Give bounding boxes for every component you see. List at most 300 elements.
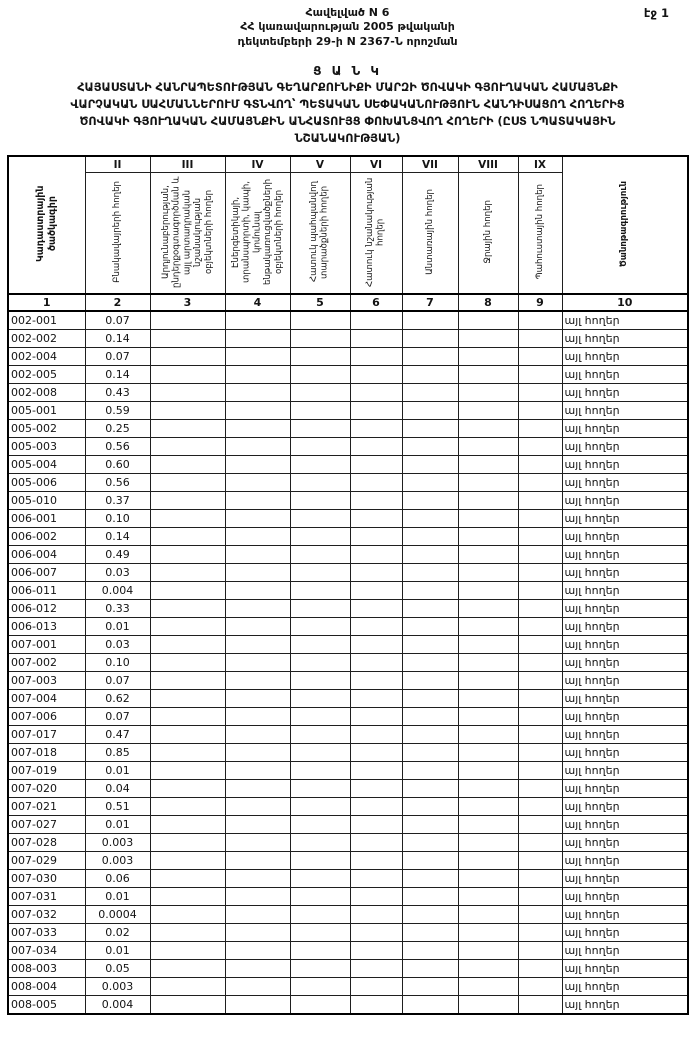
empty-cell-col4 <box>225 852 290 870</box>
empty-cell-col8 <box>458 870 518 888</box>
cadastral-code-cell: 005-002 <box>8 420 85 438</box>
empty-cell-col7 <box>402 564 458 582</box>
empty-cell-col8 <box>458 582 518 600</box>
note-header-cell <box>562 156 688 294</box>
category-special-purpose-cell <box>350 173 402 295</box>
table-row <box>8 744 688 762</box>
settlement-land-area-cell: 0.25 <box>85 420 150 438</box>
cadastral-code-cell: 008-005 <box>8 996 85 1015</box>
empty-cell-col3 <box>150 600 225 618</box>
note-cell: այլ հողեր <box>562 564 688 582</box>
empty-cell-col6 <box>350 654 402 672</box>
empty-cell-col9 <box>518 348 562 366</box>
note-header: Ծանոթագրություն <box>619 180 630 267</box>
note-cell: այլ հողեր <box>562 996 688 1015</box>
empty-cell-col4 <box>225 564 290 582</box>
empty-cell-col7 <box>402 546 458 564</box>
empty-cell-col7 <box>402 960 458 978</box>
empty-cell-col9 <box>518 888 562 906</box>
column-number-1: 1 <box>8 294 85 311</box>
empty-cell-col3 <box>150 834 225 852</box>
title-heading: Ց Ա Ն Կ <box>313 64 382 78</box>
table-row <box>8 942 688 960</box>
empty-cell-col3 <box>150 996 225 1015</box>
empty-cell-col6 <box>350 582 402 600</box>
empty-cell-col9 <box>518 311 562 330</box>
category-forest-cell <box>402 173 458 295</box>
empty-cell-col3 <box>150 708 225 726</box>
settlement-land-area-cell: 0.37 <box>85 492 150 510</box>
table-row <box>8 600 688 618</box>
empty-cell-col8 <box>458 564 518 582</box>
table-body <box>8 311 688 1014</box>
empty-cell-col3 <box>150 510 225 528</box>
empty-cell-col3 <box>150 762 225 780</box>
category-water-label: Ջրային հողեր <box>482 199 493 264</box>
category-special-purpose-label: Հատուկ նշանակության հողեր <box>365 176 386 287</box>
empty-cell-col4 <box>225 618 290 636</box>
title-line-4: ՆՇԱՆԱԿՈՒԹՅԱՆ) <box>294 131 401 145</box>
empty-cell-col7 <box>402 672 458 690</box>
empty-cell-col5 <box>290 960 350 978</box>
empty-cell-col4 <box>225 546 290 564</box>
note-cell: այլ հողեր <box>562 708 688 726</box>
empty-cell-col5 <box>290 654 350 672</box>
empty-cell-col6 <box>350 564 402 582</box>
empty-cell-col8 <box>458 978 518 996</box>
category-forest-label: Անտառային հողեր <box>424 188 435 275</box>
cadastral-code-cell: 002-001 <box>8 311 85 330</box>
column-number-5: 5 <box>290 294 350 311</box>
empty-cell-col3 <box>150 618 225 636</box>
empty-cell-col3 <box>150 456 225 474</box>
note-cell: այլ հողեր <box>562 672 688 690</box>
empty-cell-col8 <box>458 528 518 546</box>
empty-cell-col4 <box>225 924 290 942</box>
note-cell: այլ հողեր <box>562 798 688 816</box>
appendix-label: Հավելված N 6 <box>305 6 390 19</box>
empty-cell-col4 <box>225 456 290 474</box>
note-cell: այլ հողեր <box>562 492 688 510</box>
empty-cell-col7 <box>402 528 458 546</box>
empty-cell-col9 <box>518 798 562 816</box>
decision-date-line: դեկտեմբերի 29-ի N 2367-Ն որոշման <box>237 34 458 48</box>
empty-cell-col9 <box>518 618 562 636</box>
empty-cell-col6 <box>350 528 402 546</box>
empty-cell-col4 <box>225 960 290 978</box>
empty-cell-col6 <box>350 636 402 654</box>
empty-cell-col8 <box>458 960 518 978</box>
empty-cell-col7 <box>402 456 458 474</box>
empty-cell-col8 <box>458 780 518 798</box>
empty-cell-col3 <box>150 888 225 906</box>
empty-cell-col5 <box>290 690 350 708</box>
cadastral-code-cell: 007-017 <box>8 726 85 744</box>
empty-cell-col9 <box>518 582 562 600</box>
empty-cell-col4 <box>225 762 290 780</box>
empty-cell-col8 <box>458 888 518 906</box>
settlement-land-area-cell: 0.14 <box>85 330 150 348</box>
cadastral-code-cell: 002-008 <box>8 384 85 402</box>
empty-cell-col3 <box>150 402 225 420</box>
empty-cell-col5 <box>290 582 350 600</box>
empty-cell-col4 <box>225 906 290 924</box>
empty-cell-col7 <box>402 924 458 942</box>
empty-cell-col3 <box>150 744 225 762</box>
empty-cell-col7 <box>402 852 458 870</box>
cadastral-code-cell: 002-004 <box>8 348 85 366</box>
cadastral-code-cell: 002-002 <box>8 330 85 348</box>
empty-cell-col6 <box>350 924 402 942</box>
column-number-2: 2 <box>85 294 150 311</box>
category-settlement-label: Բնակավայրերի հողեր <box>112 180 123 283</box>
government-decision-line: ՀՀ կառավարության 2005 թվականի <box>240 20 455 34</box>
empty-cell-col5 <box>290 978 350 996</box>
roman-numeral-vi: VI <box>350 156 402 173</box>
empty-cell-col7 <box>402 510 458 528</box>
empty-cell-col9 <box>518 906 562 924</box>
category-reserve-cell <box>518 173 562 295</box>
settlement-land-area-cell: 0.14 <box>85 366 150 384</box>
empty-cell-col3 <box>150 330 225 348</box>
category-protected-areas-label: Հատուկ պահպանվող տարածքների հողեր <box>309 181 330 282</box>
empty-cell-col3 <box>150 798 225 816</box>
empty-cell-col9 <box>518 762 562 780</box>
cadastral-code-cell: 005-003 <box>8 438 85 456</box>
empty-cell-col8 <box>458 924 518 942</box>
table-row <box>8 330 688 348</box>
empty-cell-col6 <box>350 330 402 348</box>
empty-cell-col9 <box>518 834 562 852</box>
empty-cell-col4 <box>225 600 290 618</box>
settlement-land-area-cell: 0.51 <box>85 798 150 816</box>
empty-cell-col6 <box>350 600 402 618</box>
table-row <box>8 438 688 456</box>
empty-cell-col9 <box>518 690 562 708</box>
settlement-land-area-cell: 0.04 <box>85 780 150 798</box>
cadastral-code-cell: 007-028 <box>8 834 85 852</box>
empty-cell-col6 <box>350 546 402 564</box>
empty-cell-col5 <box>290 546 350 564</box>
table-row <box>8 672 688 690</box>
empty-cell-col4 <box>225 834 290 852</box>
table-row <box>8 762 688 780</box>
empty-cell-col6 <box>350 672 402 690</box>
empty-cell-col4 <box>225 780 290 798</box>
cadastral-code-cell: 007-032 <box>8 906 85 924</box>
title-line-2: ՎԱՐՉԱԿԱՆ ՍԱՀՄԱՆՆԵՐՈՒՄ ԳՏՆՎՈՂ՝ ՊԵՏԱԿԱՆ ՍԵՓԱԿԱՆՈՒԹՅՈՒՆ ՀԱՆԴԻՍԱՑՈՂ ՀՈՂԵՐԻՑ <box>70 97 625 111</box>
table-row <box>8 870 688 888</box>
category-industrial-label: Արդյունաբերության, ընդերքօգտագործման և այլ արտադրական նշանակության օբյեկտների հողեր <box>160 175 214 288</box>
empty-cell-col3 <box>150 348 225 366</box>
empty-cell-col5 <box>290 888 350 906</box>
column-number-4: 4 <box>225 294 290 311</box>
note-cell: այլ հողեր <box>562 888 688 906</box>
empty-cell-col7 <box>402 492 458 510</box>
settlement-land-area-cell: 0.07 <box>85 708 150 726</box>
cadastral-code-cell: 005-001 <box>8 402 85 420</box>
settlement-land-area-cell: 0.03 <box>85 564 150 582</box>
empty-cell-col6 <box>350 870 402 888</box>
empty-cell-col8 <box>458 492 518 510</box>
cadastral-code-cell: 005-004 <box>8 456 85 474</box>
table-row <box>8 960 688 978</box>
cadastral-code-cell: 007-002 <box>8 654 85 672</box>
note-cell: այլ հողեր <box>562 744 688 762</box>
table-row <box>8 402 688 420</box>
empty-cell-col9 <box>518 654 562 672</box>
empty-cell-col8 <box>458 510 518 528</box>
note-cell: այլ հողեր <box>562 816 688 834</box>
empty-cell-col5 <box>290 528 350 546</box>
table-row <box>8 708 688 726</box>
note-cell: այլ հողեր <box>562 618 688 636</box>
settlement-land-area-cell: 0.0004 <box>85 906 150 924</box>
empty-cell-col6 <box>350 726 402 744</box>
roman-numeral-vii: VII <box>402 156 458 173</box>
empty-cell-col4 <box>225 311 290 330</box>
settlement-land-area-cell: 0.003 <box>85 852 150 870</box>
empty-cell-col9 <box>518 510 562 528</box>
empty-cell-col4 <box>225 636 290 654</box>
empty-cell-col6 <box>350 816 402 834</box>
settlement-land-area-cell: 0.56 <box>85 474 150 492</box>
settlement-land-area-cell: 0.05 <box>85 960 150 978</box>
empty-cell-col8 <box>458 402 518 420</box>
settlement-land-area-cell: 0.01 <box>85 942 150 960</box>
empty-cell-col4 <box>225 996 290 1015</box>
settlement-land-area-cell: 0.01 <box>85 618 150 636</box>
settlement-land-area-cell: 0.004 <box>85 582 150 600</box>
page-number: էջ 1 <box>643 6 669 20</box>
empty-cell-col6 <box>350 366 402 384</box>
settlement-land-area-cell: 0.01 <box>85 816 150 834</box>
cadastral-code-cell: 007-020 <box>8 780 85 798</box>
category-reserve-label: Պահուստային հողեր <box>534 183 545 280</box>
empty-cell-col3 <box>150 474 225 492</box>
empty-cell-col5 <box>290 330 350 348</box>
table-row <box>8 474 688 492</box>
empty-cell-col4 <box>225 582 290 600</box>
category-protected-areas-cell <box>290 173 350 295</box>
empty-cell-col8 <box>458 474 518 492</box>
empty-cell-col7 <box>402 906 458 924</box>
empty-cell-col4 <box>225 744 290 762</box>
settlement-land-area-cell: 0.85 <box>85 744 150 762</box>
empty-cell-col6 <box>350 402 402 420</box>
table-row <box>8 384 688 402</box>
empty-cell-col6 <box>350 474 402 492</box>
empty-cell-col4 <box>225 420 290 438</box>
empty-cell-col7 <box>402 726 458 744</box>
table-row <box>8 366 688 384</box>
table-row <box>8 582 688 600</box>
note-cell: այլ հողեր <box>562 870 688 888</box>
empty-cell-col6 <box>350 852 402 870</box>
empty-cell-col7 <box>402 942 458 960</box>
cadastral-code-cell: 007-001 <box>8 636 85 654</box>
empty-cell-col9 <box>518 402 562 420</box>
table-row <box>8 852 688 870</box>
note-cell: այլ հողեր <box>562 384 688 402</box>
empty-cell-col5 <box>290 834 350 852</box>
empty-cell-col7 <box>402 798 458 816</box>
empty-cell-col3 <box>150 978 225 996</box>
empty-cell-col9 <box>518 600 562 618</box>
empty-cell-col6 <box>350 762 402 780</box>
table-row <box>8 726 688 744</box>
empty-cell-col9 <box>518 492 562 510</box>
cadastral-code-cell: 007-003 <box>8 672 85 690</box>
cadastral-code-cell: 005-006 <box>8 474 85 492</box>
note-cell: այլ հողեր <box>562 834 688 852</box>
empty-cell-col5 <box>290 942 350 960</box>
empty-cell-col8 <box>458 942 518 960</box>
empty-cell-col5 <box>290 762 350 780</box>
empty-cell-col6 <box>350 906 402 924</box>
empty-cell-col7 <box>402 420 458 438</box>
empty-cell-col8 <box>458 311 518 330</box>
roman-numeral-v: V <box>290 156 350 173</box>
empty-cell-col6 <box>350 384 402 402</box>
empty-cell-col8 <box>458 834 518 852</box>
column-number-8: 8 <box>458 294 518 311</box>
note-cell: այլ հողեր <box>562 924 688 942</box>
cadastral-code-header-cell <box>8 156 85 294</box>
column-number-3: 3 <box>150 294 225 311</box>
empty-cell-col9 <box>518 420 562 438</box>
cadastral-code-cell: 008-004 <box>8 978 85 996</box>
empty-cell-col9 <box>518 816 562 834</box>
table-row <box>8 636 688 654</box>
empty-cell-col5 <box>290 780 350 798</box>
column-number-6: 6 <box>350 294 402 311</box>
empty-cell-col3 <box>150 906 225 924</box>
settlement-land-area-cell: 0.14 <box>85 528 150 546</box>
empty-cell-col5 <box>290 852 350 870</box>
empty-cell-col7 <box>402 348 458 366</box>
settlement-land-area-cell: 0.01 <box>85 888 150 906</box>
empty-cell-col3 <box>150 816 225 834</box>
column-numbers-row <box>8 294 688 311</box>
empty-cell-col8 <box>458 384 518 402</box>
empty-cell-col5 <box>290 420 350 438</box>
document-title <box>0 64 695 148</box>
empty-cell-col3 <box>150 672 225 690</box>
cadastral-code-cell: 006-011 <box>8 582 85 600</box>
empty-cell-col8 <box>458 456 518 474</box>
empty-cell-col5 <box>290 618 350 636</box>
settlement-land-area-cell: 0.07 <box>85 348 150 366</box>
empty-cell-col6 <box>350 978 402 996</box>
note-cell: այլ հողեր <box>562 402 688 420</box>
empty-cell-col6 <box>350 492 402 510</box>
table-row <box>8 924 688 942</box>
settlement-land-area-cell: 0.60 <box>85 456 150 474</box>
empty-cell-col5 <box>290 870 350 888</box>
empty-cell-col5 <box>290 996 350 1015</box>
empty-cell-col6 <box>350 708 402 726</box>
empty-cell-col9 <box>518 528 562 546</box>
empty-cell-col9 <box>518 366 562 384</box>
empty-cell-col9 <box>518 330 562 348</box>
empty-cell-col3 <box>150 528 225 546</box>
empty-cell-col7 <box>402 474 458 492</box>
empty-cell-col9 <box>518 996 562 1015</box>
empty-cell-col3 <box>150 546 225 564</box>
empty-cell-col3 <box>150 636 225 654</box>
empty-cell-col9 <box>518 726 562 744</box>
category-water-cell <box>458 173 518 295</box>
note-cell: այլ հողեր <box>562 510 688 528</box>
empty-cell-col6 <box>350 690 402 708</box>
empty-cell-col8 <box>458 600 518 618</box>
empty-cell-col9 <box>518 636 562 654</box>
empty-cell-col6 <box>350 888 402 906</box>
empty-cell-col7 <box>402 402 458 420</box>
empty-cell-col5 <box>290 474 350 492</box>
empty-cell-col8 <box>458 798 518 816</box>
category-settlement-cell <box>85 173 150 295</box>
empty-cell-col3 <box>150 870 225 888</box>
empty-cell-col8 <box>458 816 518 834</box>
empty-cell-col6 <box>350 780 402 798</box>
empty-cell-col7 <box>402 618 458 636</box>
empty-cell-col4 <box>225 348 290 366</box>
empty-cell-col7 <box>402 870 458 888</box>
cadastral-code-cell: 007-033 <box>8 924 85 942</box>
empty-cell-col7 <box>402 834 458 852</box>
empty-cell-col4 <box>225 402 290 420</box>
empty-cell-col4 <box>225 888 290 906</box>
table-row <box>8 456 688 474</box>
empty-cell-col5 <box>290 924 350 942</box>
empty-cell-col7 <box>402 438 458 456</box>
empty-cell-col7 <box>402 816 458 834</box>
note-cell: այլ հողեր <box>562 528 688 546</box>
table-row <box>8 654 688 672</box>
table-row <box>8 492 688 510</box>
empty-cell-col7 <box>402 311 458 330</box>
note-cell: այլ հողեր <box>562 546 688 564</box>
empty-cell-col4 <box>225 708 290 726</box>
cadastral-code-cell: 007-006 <box>8 708 85 726</box>
empty-cell-col3 <box>150 780 225 798</box>
note-cell: այլ հողեր <box>562 942 688 960</box>
empty-cell-col5 <box>290 510 350 528</box>
column-number-7: 7 <box>402 294 458 311</box>
settlement-land-area-cell: 0.03 <box>85 636 150 654</box>
empty-cell-col7 <box>402 762 458 780</box>
column-number-10: 10 <box>562 294 688 311</box>
empty-cell-col7 <box>402 366 458 384</box>
empty-cell-col8 <box>458 726 518 744</box>
empty-cell-col9 <box>518 924 562 942</box>
land-transfer-table <box>7 155 689 1015</box>
empty-cell-col9 <box>518 564 562 582</box>
empty-cell-col8 <box>458 636 518 654</box>
settlement-land-area-cell: 0.62 <box>85 690 150 708</box>
empty-cell-col7 <box>402 744 458 762</box>
settlement-land-area-cell: 0.10 <box>85 654 150 672</box>
table-row <box>8 546 688 564</box>
empty-cell-col6 <box>350 996 402 1015</box>
roman-numeral-iii: III <box>150 156 225 173</box>
empty-cell-col8 <box>458 906 518 924</box>
empty-cell-col3 <box>150 654 225 672</box>
cadastral-code-cell: 006-004 <box>8 546 85 564</box>
table-row <box>8 816 688 834</box>
